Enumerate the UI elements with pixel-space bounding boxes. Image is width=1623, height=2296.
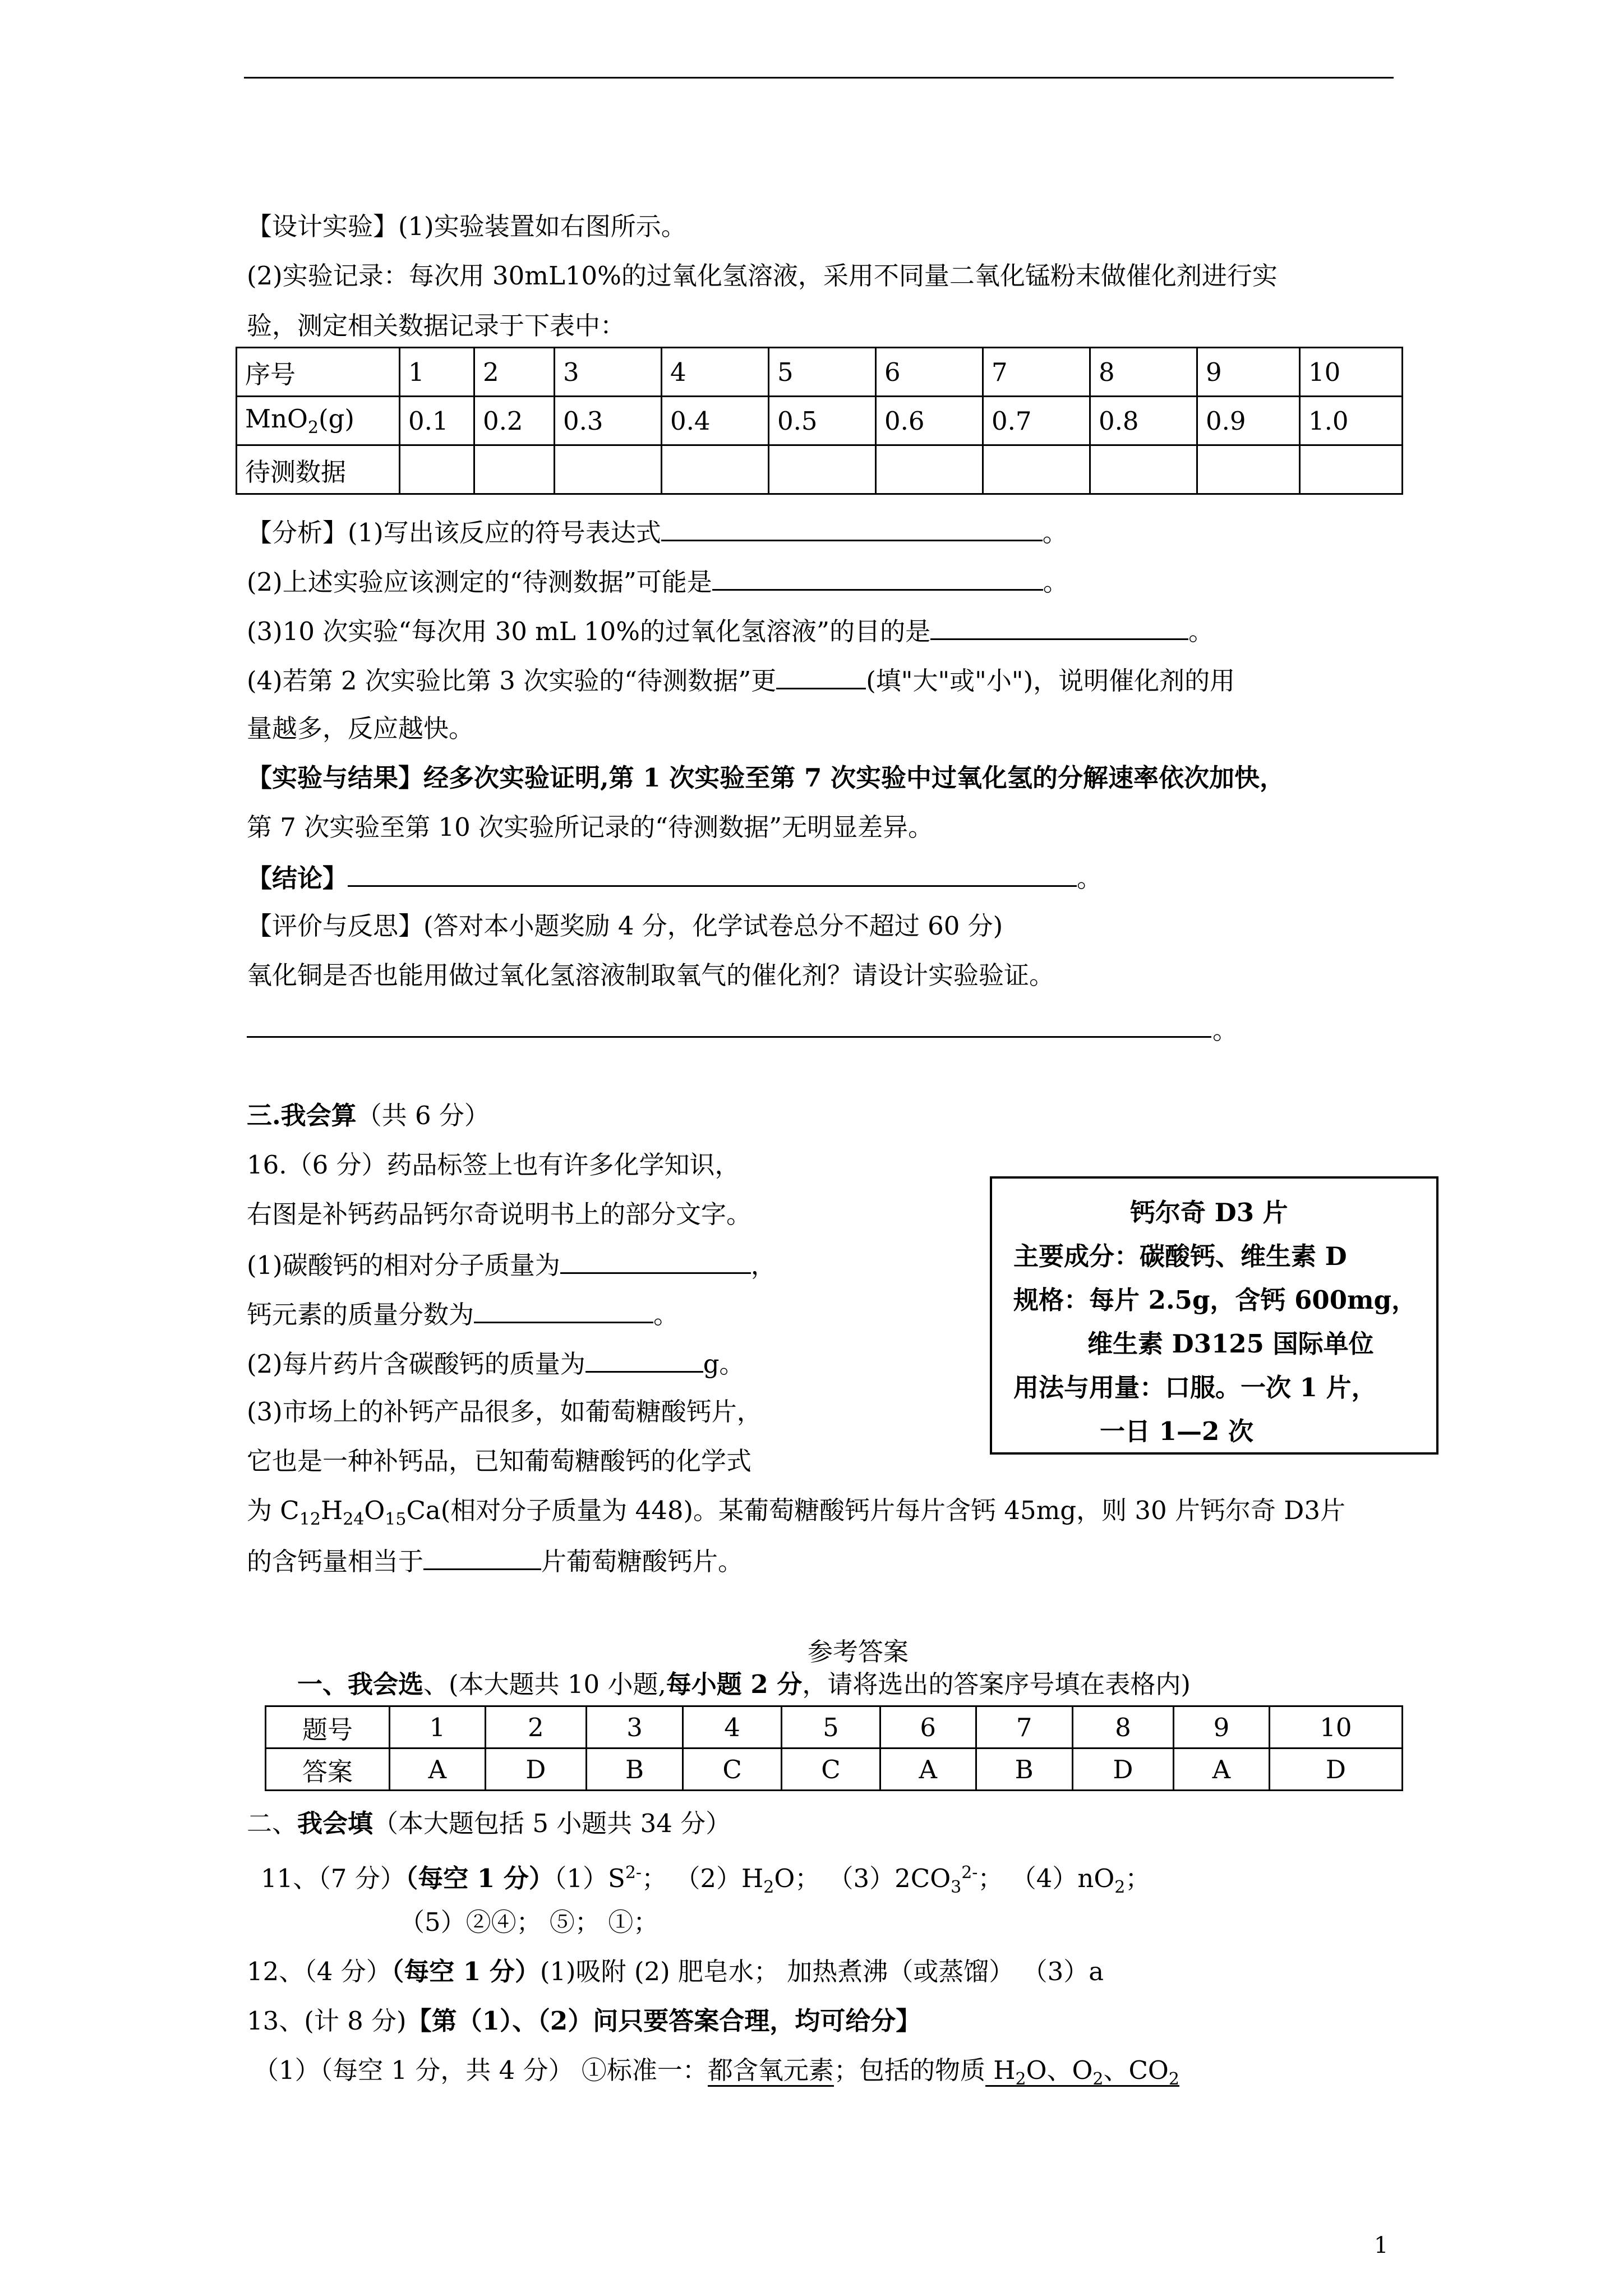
- analysis-q2: (2)上述实验应该测定的“待测数据”可能是 。: [247, 564, 1068, 599]
- table-cell-empty: [1300, 445, 1403, 494]
- answer-11: 11、（7 分）（每空 1 分）$(1)S^{2-}$； $(2)H_2O$； $(3)2CO_3^{2-}$； $(4)nO_2$；: [261, 1863, 1151, 1897]
- experiment-table: [236, 347, 1403, 495]
- q16-line-7: 它也是一种补钙品，已知葡萄糖酸钙的化学式: [247, 1446, 752, 1476]
- answer-blank: [930, 614, 1188, 640]
- q16-line-5: (2)每片药片含碳酸钙的质量为 g。: [247, 1346, 745, 1381]
- table-cell-empty: [400, 445, 474, 494]
- answer-blank: [661, 515, 1043, 541]
- table-row: [266, 1706, 1403, 1749]
- label-line: 一日 1—2 次: [1100, 1416, 1253, 1446]
- answer-blank: [474, 1297, 653, 1323]
- section3-heading: 三.我会算（共 6 分）: [247, 1101, 490, 1130]
- table-cell: 0.1: [400, 397, 474, 445]
- analysis-q1: 【分析】(1)写出该反应的符号表达式 。: [247, 515, 1068, 549]
- design-line-3: 验，测定相关数据记录于下表中：: [247, 311, 626, 341]
- answer-blank: [712, 564, 1043, 591]
- table-cell: 0.5: [769, 397, 876, 445]
- answer-blank: [560, 1248, 751, 1274]
- table-cell-label: 待测数据: [237, 445, 400, 494]
- label-line: 主要成分：碳酸钙、维生素 D: [1013, 1241, 1347, 1271]
- table-cell-label: MnO$_2$(g): [237, 397, 400, 445]
- table-cell: 5: [769, 348, 876, 397]
- result-line-1: 【实验与结果】经多次实验证明,第 1 次实验至第 7 次实验中过氧化氢的分解速率依次加快，: [247, 763, 1285, 793]
- table-cell-empty: [769, 445, 876, 494]
- table-cell: 0.2: [474, 397, 555, 445]
- answer-blank: [348, 861, 1077, 887]
- table-cell: 4: [683, 1706, 782, 1749]
- table-cell-empty: [662, 445, 769, 494]
- answers-section2-heading: 二、我会填（本大题包括 5 小题共 34 分）: [247, 1809, 731, 1838]
- q16-line-4: 钙元素的质量分数为 。: [247, 1297, 679, 1331]
- table-cell: 7: [976, 1706, 1072, 1749]
- answers-section1-heading: 一、我会选、(本大题共 10 小题,每小题 2 分，请将选出的答案序号填在表格内): [297, 1669, 1191, 1699]
- q16-line-3: (1)碳酸钙的相对分子质量为 ，: [247, 1248, 776, 1282]
- table-cell: 0.6: [876, 397, 983, 445]
- table-cell: 1: [390, 1706, 486, 1749]
- analysis-q4-cont: 量越多，反应越快。: [247, 714, 474, 743]
- table-cell: 0.9: [1197, 397, 1300, 445]
- table-cell: 6: [880, 1706, 976, 1749]
- table-cell: 4: [662, 348, 769, 397]
- label-title: 钙尔奇 D3 片: [1130, 1198, 1288, 1227]
- label-line: 规格：每片 2.5g，含钙 600mg，: [1013, 1285, 1417, 1315]
- answer-line: [247, 1036, 1211, 1038]
- table-cell: B: [976, 1749, 1072, 1791]
- table-cell-label: 序号: [237, 348, 400, 397]
- table-cell: 0.7: [983, 397, 1090, 445]
- table-cell: D: [1269, 1749, 1402, 1791]
- underlined-answer: $H_2O$、$O_2$、$CO_2$: [985, 2055, 1179, 2089]
- answer-13-line-2: （1）（每空 1 分，共 4 分） ①标准一：都含氧元素；包括的物质 $H_2O$、$O_2$、$CO_2$: [253, 2055, 1179, 2089]
- analysis-q4: (4)若第 2 次实验比第 3 次实验的“待测数据”更 (填"大"或"小")，说明催化剂的用: [247, 663, 1235, 697]
- conclusion: 【结论】 。: [247, 861, 1102, 895]
- answer-blank: [776, 663, 866, 689]
- reflection-line-2: 氧化铜是否也能用做过氧化氢溶液制取氧气的催化剂？请设计实验验证。: [247, 960, 1055, 990]
- table-row: [237, 397, 1403, 445]
- table-cell-label: 答案: [266, 1749, 390, 1791]
- result-line-2: 第 7 次实验至第 10 次实验所记录的“待测数据”无明显差异。: [247, 812, 934, 842]
- header-rule: [244, 77, 1394, 79]
- medicine-label-box: [990, 1176, 1438, 1455]
- table-cell: 8: [1090, 348, 1197, 397]
- table-cell: C: [683, 1749, 782, 1791]
- table-cell: 0.3: [555, 397, 662, 445]
- table-cell: 0.4: [662, 397, 769, 445]
- answer-blank: [423, 1544, 541, 1570]
- table-cell: 2: [485, 1706, 586, 1749]
- reflection-line-1: 【评价与反思】(答对本小题奖励 4 分，化学试卷总分不超过 60 分): [247, 911, 1003, 941]
- table-cell-label: 题号: [266, 1706, 390, 1749]
- table-cell: 5: [782, 1706, 880, 1749]
- table-cell: 1.0: [1300, 397, 1403, 445]
- table-cell: B: [586, 1749, 683, 1791]
- answers-table: [265, 1705, 1403, 1791]
- table-cell: A: [880, 1749, 976, 1791]
- table-cell: 1: [400, 348, 474, 397]
- table-cell: 6: [876, 348, 983, 397]
- analysis-q3: (3)10 次实验“每次用 30 mL 10%的过氧化氢溶液”的目的是 。: [247, 614, 1214, 648]
- table-cell: 3: [555, 348, 662, 397]
- answer-blank: [585, 1346, 703, 1373]
- table-cell: A: [1174, 1749, 1270, 1791]
- table-cell: 9: [1174, 1706, 1270, 1749]
- page-number: 1: [1374, 2233, 1389, 2258]
- table-cell-empty: [1090, 445, 1197, 494]
- answer-13: 13、(计 8 分)【第（1）、（2）问只要答案合理，均可给分】: [247, 2006, 921, 2036]
- table-row: [237, 348, 1403, 397]
- table-cell-empty: [555, 445, 662, 494]
- table-cell: 2: [474, 348, 555, 397]
- q16-line-6: (3)市场上的补钙产品很多，如葡萄糖酸钙片，: [247, 1397, 762, 1427]
- table-cell: D: [1072, 1749, 1173, 1791]
- design-line-2: (2)实验记录：每次用 30mL10%的过氧化氢溶液，采用不同量二氧化锰粉末做催化剂进行实: [247, 261, 1278, 291]
- table-cell-empty: [983, 445, 1090, 494]
- table-cell: A: [390, 1749, 486, 1791]
- answers-title: 参考答案: [808, 1637, 909, 1667]
- table-cell: 10: [1300, 348, 1403, 397]
- table-cell: 10: [1269, 1706, 1402, 1749]
- q16-line-1: 16.（6 分）药品标签上也有许多化学知识，: [247, 1150, 740, 1180]
- q16-line-9: 的含钙量相当于 片葡萄糖酸钙片。: [247, 1544, 743, 1578]
- table-cell: 8: [1072, 1706, 1173, 1749]
- table-cell-empty: [876, 445, 983, 494]
- answer-11-cont: （5）②④； ⑤； ①；: [399, 1907, 659, 1937]
- table-cell-empty: [474, 445, 555, 494]
- table-row: [237, 445, 1403, 494]
- q16-line-2: 右图是补钙药品钙尔奇说明书上的部分文字。: [247, 1199, 752, 1229]
- table-cell: D: [485, 1749, 586, 1791]
- table-cell: C: [782, 1749, 880, 1791]
- design-line-1: 【设计实验】(1)实验装置如右图所示。: [247, 211, 686, 241]
- table-cell: 3: [586, 1706, 683, 1749]
- table-cell: 0.8: [1090, 397, 1197, 445]
- table-row: [266, 1749, 1403, 1791]
- table-cell-empty: [1197, 445, 1300, 494]
- answer-12: 12、（4 分）（每空 1 分）(1)吸附 (2) 肥皂水； 加热煮沸（或蒸馏） （3）a: [247, 1957, 1104, 1986]
- period: 。: [1212, 1015, 1238, 1045]
- table-cell: 7: [983, 348, 1090, 397]
- q16-line-8: 为 $C_{12}H_{24}O_{15}Ca$(相对分子质量为 448)。某葡萄糖酸钙片每片含钙 45mg，则 30 片钙尔奇 D3片: [247, 1496, 1345, 1529]
- table-cell: 9: [1197, 348, 1300, 397]
- label-line: 用法与用量：口服。一次 1 片，: [1013, 1373, 1377, 1402]
- label-line: 维生素 D3125 国际单位: [1087, 1329, 1374, 1359]
